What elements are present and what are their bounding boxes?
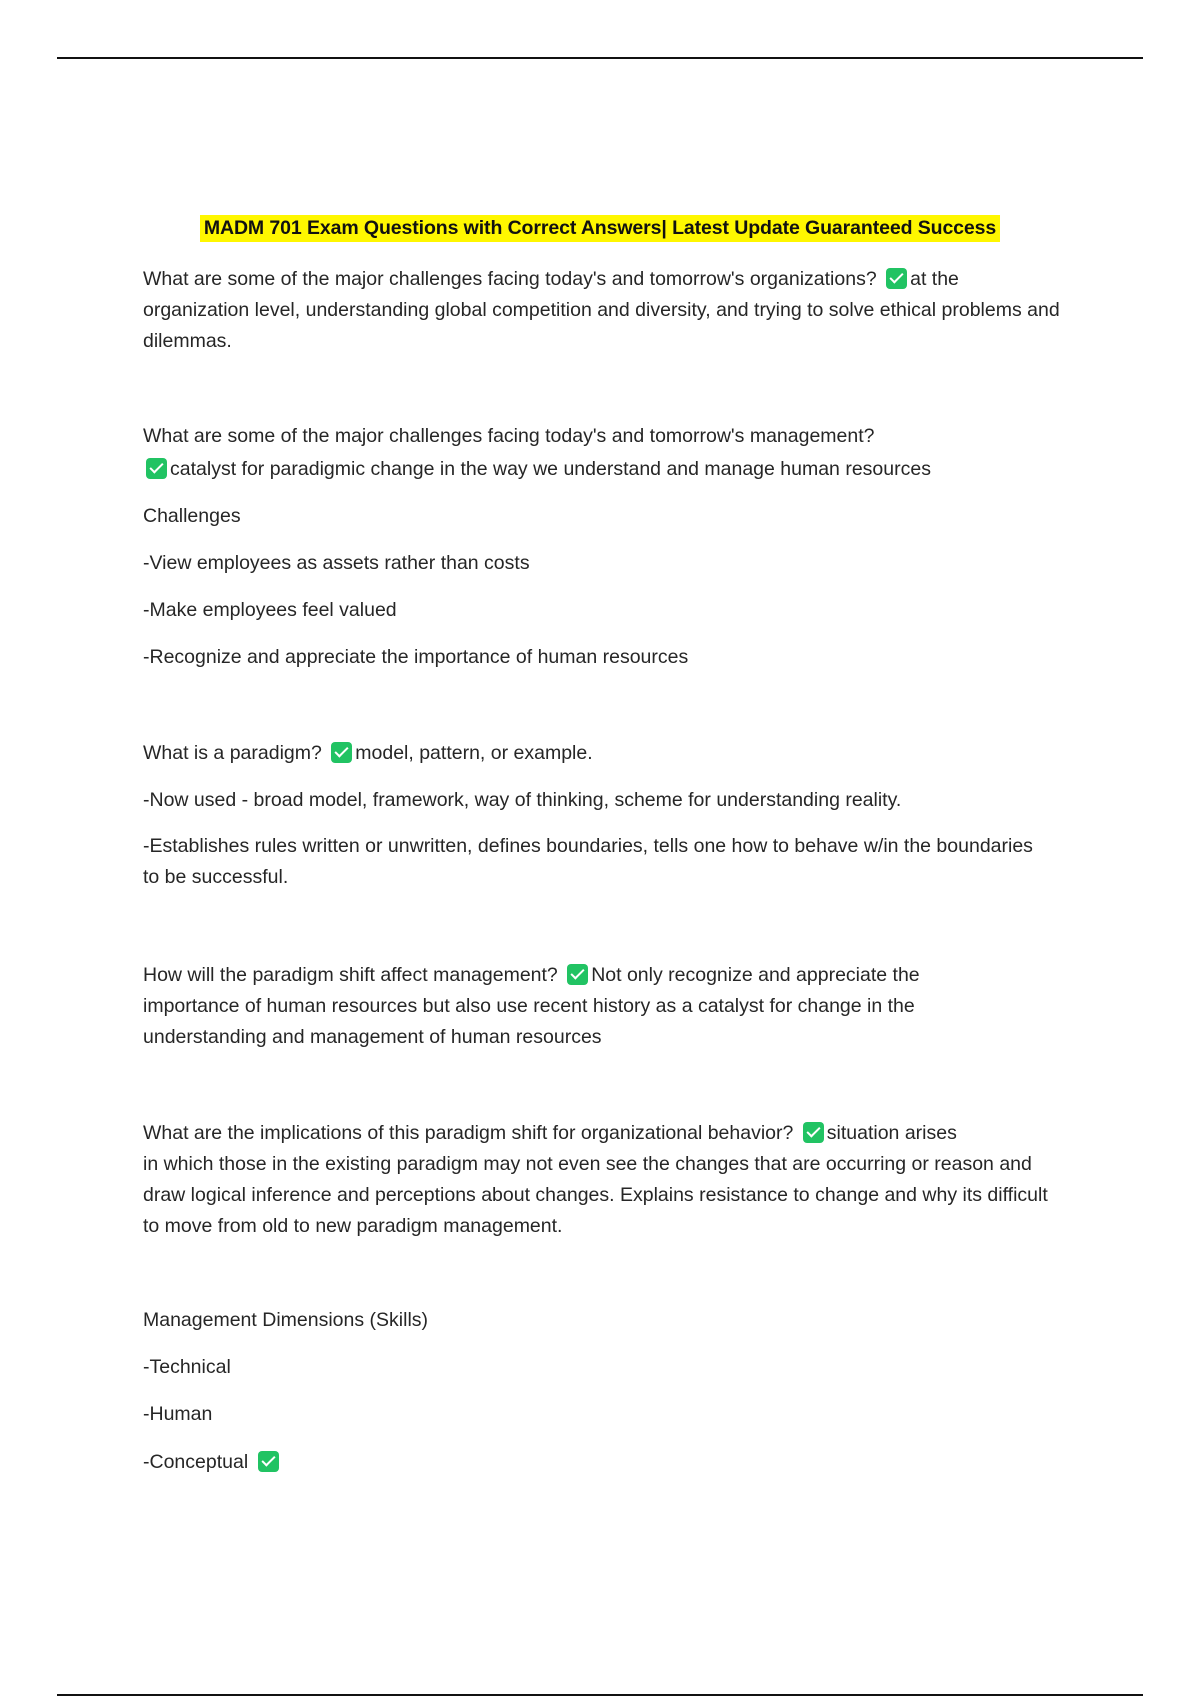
qa-6-question: Management Dimensions (Skills)	[143, 1309, 429, 1331]
qa-1-question: What are some of the major challenges facing today's and tomorrow's organizations?	[143, 268, 877, 290]
checkmark-icon	[258, 1451, 279, 1472]
qa-1-answer-rest: organization level, understanding global competition and diversity, and trying to solve ethical problems and dilemmas.	[143, 299, 1060, 352]
qa-1-line-1	[143, 264, 1073, 295]
qa-2-question: What are some of the major challenges facing today's and tomorrow's management?	[143, 425, 875, 447]
qa-3-extra-1: -Now used - broad model, framework, way of thinking, scheme for understanding reality.	[143, 789, 902, 811]
checkmark-icon	[331, 742, 352, 763]
qa-3-question: What is a paradigm?	[143, 742, 322, 764]
qa-2-answer: catalyst for paradigmic change in the way we understand and manage human resources	[170, 458, 931, 480]
qa-2-extra-1: Challenges	[143, 505, 241, 527]
qa-3-extra-2: -Establishes rules written or unwritten, defines boundaries, tells one how to behave w/in the boundaries to be successful.	[143, 835, 1033, 888]
qa-4-question: How will the paradigm shift affect management?	[143, 964, 558, 986]
qa-6-extra-3-line	[143, 1447, 1073, 1478]
qa-4-answer-start: Not only recognize and appreciate the	[591, 964, 920, 986]
qa-5-answer-start: situation arises	[826, 1122, 957, 1144]
qa-4-answer-rest: importance of human resources but also use recent history as a catalyst for change in the understanding and management of human resources	[143, 995, 915, 1048]
qa-2-extra-3: -Make employees feel valued	[143, 599, 397, 621]
title-block	[0, 215, 1200, 242]
qa-5-answer-rest: in which those in the existing paradigm may not even see the changes that are occurring or reason and draw logical inference and perceptions about changes. Explains resistance to change and why its difficult to move from old to new paradigm management.	[143, 1153, 1048, 1237]
checkmark-icon	[146, 458, 167, 479]
qa-5-question: What are the implications of this paradigm shift for organizational behavior?	[143, 1122, 794, 1144]
qa-6-extra-2: -Human	[143, 1403, 213, 1425]
qa-5-line-1	[143, 1118, 1073, 1149]
qa-6-extra-1: -Technical	[143, 1356, 231, 1378]
document-title: MADM 701 Exam Questions with Correct Answers| Latest Update Guaranteed Success	[200, 215, 1000, 242]
qa-2-extra-2: -View employees as assets rather than costs	[143, 552, 530, 574]
qa-2-extra-4: -Recognize and appreciate the importance of human resources	[143, 646, 689, 668]
qa-3-answer: model, pattern, or example.	[355, 742, 593, 764]
checkmark-icon	[886, 268, 907, 289]
qa-4-line-1	[143, 960, 1073, 991]
qa-1-answer-start: at the	[910, 268, 959, 290]
checkmark-icon	[803, 1122, 824, 1143]
bottom-rule	[57, 1694, 1143, 1696]
checkmark-icon	[567, 964, 588, 985]
qa-3-line	[143, 738, 1073, 769]
qa-2-answer-line	[143, 454, 1073, 485]
top-rule	[57, 57, 1143, 59]
qa-6-extra-3: -Conceptual	[143, 1451, 249, 1473]
